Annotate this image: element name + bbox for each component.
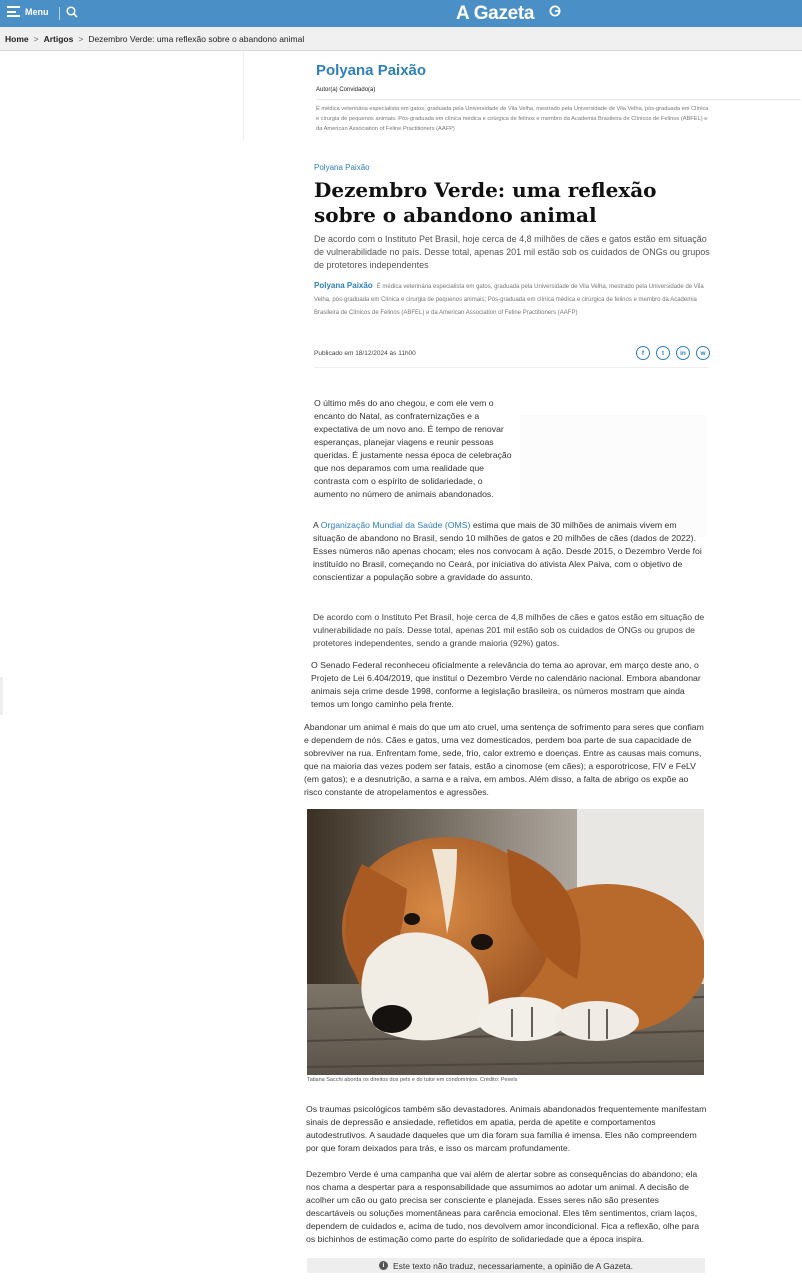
byline (314, 279, 706, 320)
byline-bio: É médica veterinária especialista em gatos, graduada pela Universidade de Vila Velha, mestrado pela Universidade de Vila Velha, pós-graduada em Clínica e cirurgia de pequenos animais; Pós-graduada em clínica médica e cirúrgica de felinos e membro da Academia Brasileira de Clínicos de Felinos (ABFEL) e da American Association of Feline Practitioners (AAFP) (314, 284, 704, 316)
hamburger-icon (7, 6, 20, 17)
author-role: Autor(a) Convidado(a) (316, 87, 376, 93)
breadcrumb-current: Dezembro Verde: uma reflexão sobre o abandono animal (88, 33, 305, 44)
section-label[interactable]: Polyana Paixão (314, 163, 370, 172)
breadcrumb-home[interactable]: Home (5, 33, 29, 44)
breadcrumb-separator: > (33, 33, 39, 44)
paragraph: Abandonar um animal é mais do que um ato cruel, uma sentença de sofrimento para seres que confiam e dependem de nós. Cães e gatos, uma vez domesticados, perdem boa parte de sua capacidade de sobreviver na rua. Enfrentam fome, sede, frio, calor extremo e doenças. Entre as causas mais comuns, que na maioria das vezes podem ser fatais, estão a cinomose (em cães); a esporotricose, FIV e FeLV (em gatos); e a desnutrição, a sarna e a raiva, em ambos. Além disso, a falta de abrigo os expõe ao risco constante de atropelamentos e agressões. (304, 722, 704, 797)
twitter-icon[interactable]: t (656, 346, 670, 360)
author-name[interactable]: Polyana Paixão (316, 62, 427, 79)
breadcrumb-section[interactable]: Artigos (43, 33, 74, 44)
divider (316, 99, 801, 100)
divider (314, 367, 709, 368)
menu-button[interactable] (7, 6, 49, 17)
breadcrumb-separator: > (78, 33, 84, 44)
paragraph-text: A (313, 520, 321, 530)
paragraph: De acordo com o Instituto Pet Brasil, hoje cerca de 4,8 milhões de cães e gatos estão em situação de vulnerabilidade no país. Desse total, apenas 201 mil estão sob os cuidados de ONGs ou grupos de protetores independentes, sendo a grande maioria (92%) gatos. (313, 612, 705, 648)
photo-caption: Tatiana Sacchi aborda os direitos dos pets e do tutor em condomínios. Crédito: Pexels (307, 1077, 518, 1083)
paragraph: Os traumas psicológicos também são devastadores. Animais abandonados frequentemente manifestam sinais de depressão e ansiedade, refletidos em apatia, perda de apetite e comportamentos autodestrutivos. A saudade daqueles que um dia foram sua família é imensa. Eles não compreendem por que foram deixados para trás, e isso os marcam profundamente. (306, 1104, 707, 1153)
oms-link[interactable]: Organização Mundial da Saúde (OMS) (320, 520, 471, 530)
paragraph: O último mês do ano chegou, e com ele vem o encanto do Natal, as confraternizações e a expectativa de um novo ano. É tempo de renovar esperanças, planejar viagens e reunir pessoas queridas. É justamente nessa época de celebração que nos deparamos com uma realidade que contrasta com o espírito de solidariedade, o aumento no número de animais abandonados. (314, 398, 512, 499)
paragraph-text: estima que mais de 30 milhões de animais vivem em situação de abandono no Brasil, sendo 10 milhões de gatos e 20 milhões de cães (dados de 2022). Esses números não apenas chocam; eles nos convocam à ação. Desde 2015, o Dezembro Verde foi instituído no Brasil, começando no Ceará, por iniciativa do ativista Alex Paiva, com o objetivo de conscientizar a população sobre a gravidade do assunto. (313, 520, 702, 582)
side-tab (0, 677, 3, 715)
paragraph (313, 519, 708, 584)
publish-date: Publicado em 18/12/2024 às 11h00 (314, 350, 416, 357)
facebook-icon[interactable]: f (636, 346, 650, 360)
search-icon[interactable] (66, 6, 78, 18)
article-title: Dezembro Verde: uma reflexão sobre o abandono animal (314, 178, 657, 227)
paragraph: Dezembro Verde é uma campanha que vai além de alertar sobre as consequências do abandono; ela nos chama a despertar para a responsabilidade que assumimos ao adotar um animal. A decisão de acolher um cão ou gato precisa ser consciente e planejada. Esses seres não são presentes descartáveis ou soluções momentâneas para carência emocional. Eles têm sentimentos, criam laços, dependem de cuidados e, acima de tudo, nos devolvem amor incondicional. Fica a reflexão, olhe para os bichinhos de estimação como parte do espírito de solidariedade que a época inspira. (306, 1169, 700, 1244)
breadcrumb (0, 27, 802, 51)
author-bio: É médica veterinária especialista em gatos, graduada pela Universidade de Vila Velha, mestrado pela Universidade de Vila Velha, pós-graduada em Clínica e cirurgia de pequenos animais. Pós-graduada em clínica médica e cirúrgica de felinos e membro da Academia Brasileira de Clínicos de Felinos (ABFEL) e da American Association of Feline Practitioners (AAFP) (316, 106, 709, 132)
disclaimer-text: Este texto não traduz, necessariamente, a opinião de A Gazeta. (392, 1260, 634, 1271)
linkedin-icon[interactable]: in (676, 346, 690, 360)
article-photo (307, 809, 704, 1075)
menu-label: Menu (25, 6, 49, 17)
paragraph: O Senado Federal reconheceu oficialmente a relevância do tema ao aprovar, em março deste ano, o Projeto de Lei 6.404/2019, que instituí o Dezembro Verde no calendário nacional. Embora abandonar animais seja crime desde 1998, conforme a legislação brasileira, os números mostram que ainda temos um longo caminho pela frente. (311, 660, 701, 709)
site-logo[interactable]: A Gazeta (456, 3, 535, 24)
info-icon: i (379, 1261, 388, 1270)
divider (59, 7, 60, 20)
gazeta-logo-icon (549, 5, 561, 17)
author-card (243, 52, 802, 140)
byline-author[interactable]: Polyana Paixão (314, 281, 373, 290)
whatsapp-icon[interactable]: w (696, 346, 710, 360)
disclaimer-box (307, 1258, 705, 1273)
share-bar (636, 346, 710, 360)
article-subtitle: De acordo com o Instituto Pet Brasil, hoje cerca de 4,8 milhões de cães e gatos estão em situação de vulnerabilidade no país. Desse total, apenas 201 mil estão sob os cuidados de ONGs ou grupos de protetores independentes (314, 234, 710, 270)
top-bar (0, 0, 802, 27)
